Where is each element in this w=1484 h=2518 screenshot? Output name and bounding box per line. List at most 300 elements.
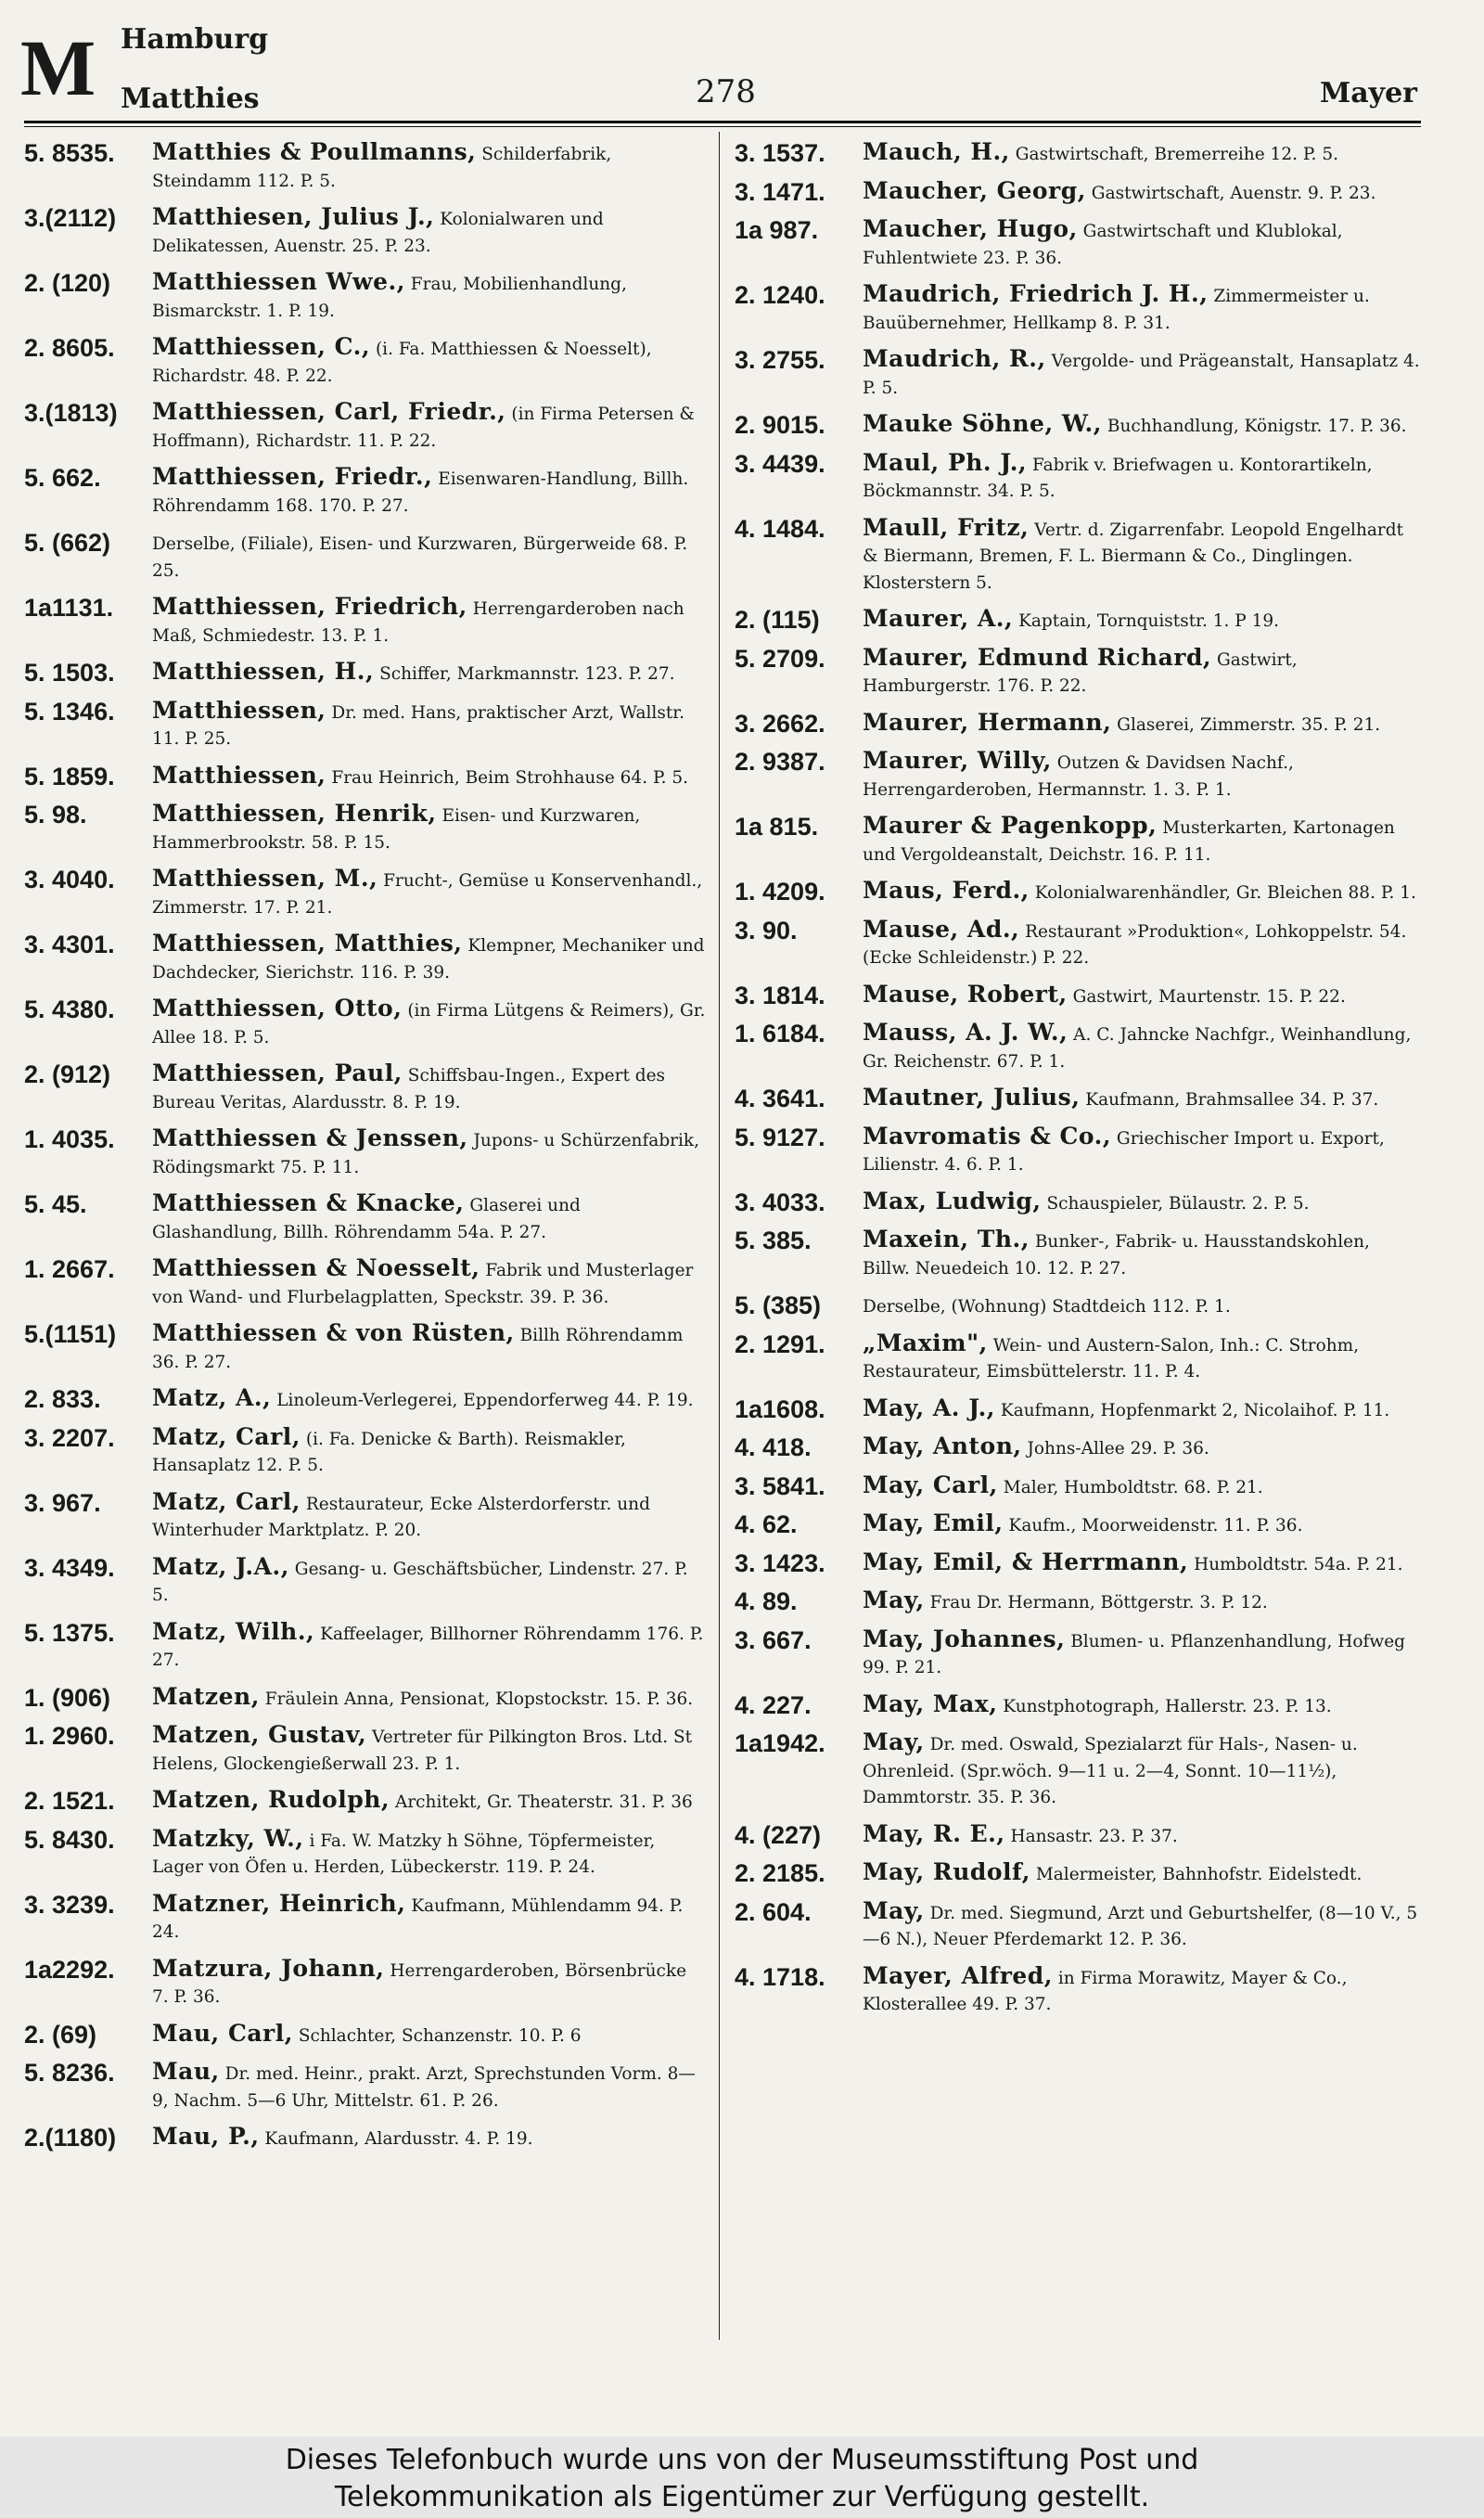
directory-entry: [24, 204, 706, 260]
entry-details: Kaufm., Moorweidenstr. 11. P. 36.: [1003, 1516, 1303, 1535]
phone-number: 3. 3239.: [24, 1890, 115, 1919]
entry-details: Wein- und Austern-Salon, Inh.: C. Strohm, Restaurateur, Eimsbüttelerstr. 11. P. 4.: [863, 1335, 1360, 1381]
entry-details: Derselbe, (Filiale), Eisen- und Kurzwaren, Bürgerweide 68. P. 25.: [152, 534, 688, 581]
entry-name: Matthiessen & Noesselt,: [152, 1254, 480, 1281]
entry-text: [152, 1554, 706, 1610]
entry-name: Maurer, Willy,: [863, 747, 1052, 774]
phone-number: 1. 4035.: [24, 1125, 115, 1153]
entry-details: Dr. med. Heinr., prakt. Arzt, Sprechstunden Vorm. 8—9, Nachm. 5—6 Uhr, Mittelstr. 61. P. 26.: [152, 2064, 696, 2111]
directory-entry: [735, 710, 1421, 739]
entry-details: Kolonialwarenhändler, Gr. Bleichen 88. P. 1.: [1029, 883, 1416, 903]
entry-details: Vertr. d. Zigarrenfabr. Leopold Engelhardt & Biermann, Bremen, F. L. Biermann & Co., Dinglingen. Klosterstern 5.: [863, 520, 1404, 593]
directory-entry: [735, 1330, 1421, 1386]
entry-details: Kaufmann, Brahmsallee 34. P. 37.: [1080, 1090, 1379, 1110]
phone-number: 2. 2185.: [735, 1859, 825, 1887]
entry-details: Dr. med. Oswald, Spezialarzt für Hals-, Nasen- u. Ohrenleid. (Spr.wöch. 9—11 u. 2—4, Sonnt. 10—11½), Dammtorstr. 35. P. 36.: [863, 1735, 1358, 1807]
entry-text: [152, 269, 706, 325]
entry-text: [152, 464, 706, 520]
entry-name: Matthiessen, Henrik,: [152, 800, 437, 827]
entry-details: Zimmermeister u. Bauübernehmer, Hellkamp 8. P. 31.: [863, 287, 1370, 333]
entry-text: [863, 1395, 1421, 1425]
entry-text: [152, 763, 706, 792]
entry-name: Matthiessen & von Rüsten,: [152, 1319, 515, 1346]
entry-text: [152, 698, 706, 753]
entry-name: Maurer, A.,: [863, 605, 1014, 632]
entry-text: [863, 346, 1421, 402]
directory-entry: [24, 763, 706, 792]
directory-entry: [24, 1060, 706, 1116]
entry-name: Matthiessen, Otto,: [152, 995, 403, 1021]
phone-number: 4. (227): [735, 1820, 822, 1849]
entry-name: May,: [863, 1896, 925, 1924]
entry-name: Mau,: [152, 2058, 220, 2085]
entry-text: [152, 866, 706, 921]
phone-number: 3.(1813): [24, 399, 118, 427]
entry-details: Schauspieler, Bülaustr. 2. P. 5.: [1041, 1193, 1310, 1214]
phone-number: 5. 45.: [24, 1190, 87, 1218]
entry-text: [863, 1020, 1421, 1075]
directory-entry: [735, 645, 1421, 700]
directory-entry: [24, 1722, 706, 1778]
entry-text: [863, 178, 1421, 208]
directory-entry: [735, 1188, 1421, 1218]
entry-name: May, Anton,: [863, 1432, 1022, 1459]
directory-entry: [735, 1729, 1421, 1812]
first-entry-name: Matthies: [121, 83, 260, 115]
phone-number: 3. 2755.: [735, 346, 825, 374]
directory-entry: [24, 996, 706, 1051]
phone-number: 5. 1859.: [24, 762, 115, 790]
entry-details: Kaufmann, Mühlendamm 94. P. 24.: [152, 1895, 684, 1942]
entry-details: i Fa. W. Matzky h Söhne, Töpfermeister, Lager von Öfen u. Herden, Lübeckerstr. 119. P. 24.: [152, 1831, 656, 1877]
directory-entry: [24, 1619, 706, 1675]
phone-number: 3.(2112): [24, 204, 117, 232]
entry-text: [152, 1190, 706, 1246]
phone-number: 1a1942.: [735, 1729, 825, 1757]
entry-name: May, Max,: [863, 1689, 998, 1717]
entry-text: [863, 281, 1421, 337]
phone-number: 3. 967.: [24, 1488, 101, 1517]
entry-name: Maurer, Hermann,: [863, 708, 1112, 736]
entry-details: Schiffer, Markmannstr. 123. P. 27.: [374, 664, 675, 684]
entry-text: [863, 645, 1421, 700]
directory-entry: [735, 1395, 1421, 1425]
entry-name: May, A. J.,: [863, 1394, 996, 1421]
phone-number: 5. 9127.: [735, 1123, 825, 1151]
entry-name: May, Carl,: [863, 1471, 998, 1498]
directory-entry: [24, 1125, 706, 1181]
phone-number: 3. 1471.: [735, 177, 825, 206]
entry-details: Johns-Allee 29. P. 36.: [1021, 1439, 1209, 1458]
entry-details: Schlachter, Schanzenstr. 10. P. 6: [292, 2025, 582, 2046]
entry-details: Gastwirt, Maurtenstr. 15. P. 22.: [1067, 986, 1346, 1007]
entry-text: [863, 710, 1421, 739]
entry-name: Maucher, Hugo,: [863, 215, 1078, 242]
entry-name: Matzen, Rudolph,: [152, 1786, 390, 1813]
entry-details: Frau Dr. Hermann, Böttgerstr. 3. P. 12.: [924, 1593, 1268, 1612]
entry-text: [863, 411, 1421, 441]
directory-entry: [735, 178, 1421, 208]
header-rule-thick: [24, 121, 1421, 123]
entry-details: Gastwirt, Hamburgerstr. 176. P. 22.: [863, 649, 1298, 696]
directory-entry: [24, 1684, 706, 1714]
phone-number: 5. 8236.: [24, 2059, 115, 2087]
entry-name: „Maxim",: [863, 1329, 988, 1356]
phone-number: 1a1131.: [24, 594, 114, 622]
entry-name: Matthiessen, Paul,: [152, 1060, 403, 1086]
entry-details: Gastwirtschaft und Klublokal, Fuhlentwiete 23. P. 36.: [863, 222, 1343, 268]
entry-name: May,: [863, 1728, 925, 1755]
directory-entry: [24, 1891, 706, 1946]
directory-entry: [24, 464, 706, 520]
entry-text: [863, 878, 1421, 907]
entry-details: Billh Röhrendamm 36. P. 27.: [152, 1326, 684, 1372]
entry-text: [152, 1385, 706, 1415]
entry-text: [863, 1188, 1421, 1218]
entry-name: Mau, Carl,: [152, 2019, 293, 2047]
entry-name: Matthiessen, Friedr.,: [152, 463, 433, 490]
entry-details: A. C. Jahncke Nachfgr., Weinhandlung, Gr. Reichenstr. 67. P. 1.: [863, 1025, 1412, 1072]
entry-name: Matthiessen Wwe.,: [152, 268, 405, 295]
directory-entry: [24, 529, 706, 585]
phone-number: 4. 227.: [735, 1690, 812, 1719]
phone-number: 1a 987.: [735, 216, 819, 244]
entry-text: [863, 450, 1421, 506]
entry-details: Kunstphotograph, Hallerstr. 23. P. 13.: [997, 1696, 1332, 1716]
directory-entry: [735, 1821, 1421, 1851]
directory-entry: [24, 659, 706, 688]
entry-text: [152, 1787, 706, 1817]
phone-number: 4. 1718.: [735, 1962, 825, 1991]
entry-name: Mautner, Julius,: [863, 1084, 1081, 1111]
footer-notice: [0, 2436, 1484, 2518]
entry-text: [152, 139, 706, 195]
directory-entry: [24, 1190, 706, 1246]
last-entry-name: Mayer: [1320, 77, 1417, 109]
entry-name: Maul, Ph. J.,: [863, 448, 1028, 476]
directory-entry: [735, 346, 1421, 402]
directory-entry: [24, 801, 706, 856]
entry-text: [152, 801, 706, 856]
entry-text: [863, 1549, 1421, 1579]
phone-number: 3. 4349.: [24, 1553, 115, 1582]
entry-details: (i. Fa. Denicke & Barth). Reismakler, Hansaplatz 12. P. 5.: [152, 1429, 626, 1475]
phone-number: 2. 604.: [735, 1897, 812, 1926]
phone-number: 2. (120): [24, 269, 111, 297]
entry-name: Matz, Wilh.,: [152, 1617, 315, 1645]
entry-name: Matz, A.,: [152, 1384, 272, 1411]
phone-number: 5. 2709.: [735, 644, 825, 673]
directory-entry: [24, 139, 706, 195]
directory-entry: [24, 1826, 706, 1882]
page-number: 278: [696, 73, 756, 110]
entry-details: Glaserei und Glashandlung, Billh. Röhrendamm 54a. P. 27.: [152, 1196, 581, 1242]
directory-entry: [735, 1291, 1421, 1321]
phone-number: 1. 6184.: [735, 1020, 825, 1047]
phone-number: 5. 8430.: [24, 1825, 115, 1854]
entry-text: [863, 917, 1421, 972]
entry-details: Restaurant »Produktion«, Lohkoppelstr. 54. (Ecke Schleidenstr.) P. 22.: [863, 921, 1407, 968]
entry-details: Linoleum-Verlegerei, Eppendorferweg 44. P. 19.: [271, 1391, 694, 1410]
entry-details: Architekt, Gr. Theaterstr. 31. P. 36: [390, 1792, 693, 1812]
entry-details: Gesang- u. Geschäftsbücher, Lindenstr. 27. P. 5.: [152, 1559, 688, 1605]
header-rule-thin: [24, 126, 1421, 127]
entry-name: Matthiessen, Carl, Friedr.,: [152, 398, 506, 425]
directory-entry: [24, 1255, 706, 1311]
entry-details: Fabrik und Musterlager von Wand- und Flurbelagplatten, Speckstr. 39. P. 36.: [152, 1261, 694, 1307]
directory-entry: [735, 878, 1421, 907]
entry-name: Maucher, Georg,: [863, 176, 1086, 204]
phone-number: 2. 1240.: [735, 281, 825, 309]
entry-text: [863, 1729, 1421, 1812]
entry-name: Mau, P.,: [152, 2123, 260, 2150]
directory-entry: [735, 1549, 1421, 1579]
entry-text: [152, 2124, 706, 2153]
entry-text: [863, 1821, 1421, 1851]
entry-text: [863, 1330, 1421, 1386]
phone-number: 5. 4380.: [24, 996, 115, 1023]
entry-details: Kaptain, Tornquiststr. 1. P 19.: [1013, 611, 1280, 631]
entry-details: Herrengarderoben nach Maß, Schmiedestr. 13. P. 1.: [152, 599, 684, 646]
phone-number: 4. 1484.: [735, 514, 825, 543]
entry-text: [152, 1489, 706, 1545]
entry-details: Humboldtstr. 54a. P. 21.: [1188, 1554, 1403, 1574]
directory-entry: [735, 1472, 1421, 1502]
entry-name: Matthiessen & Jenssen,: [152, 1124, 468, 1151]
phone-number: 4. 89.: [735, 1587, 798, 1615]
directory-entry: [24, 2021, 706, 2050]
entry-details: (in Firma Petersen & Hoffmann), Richardstr. 11. P. 22.: [152, 405, 695, 451]
directory-entry: [24, 1787, 706, 1817]
entry-text: [863, 1227, 1421, 1282]
entry-text: [152, 1956, 706, 2011]
directory-entry: [735, 1963, 1421, 2019]
footer-line-2: Telekommunikation als Eigentümer zur Verfügung gestellt.: [334, 2481, 1150, 2513]
entry-name: Matzura, Johann,: [152, 1954, 385, 1982]
entry-name: May, Emil,: [863, 1510, 1004, 1536]
entry-name: Mayer, Alfred,: [863, 1961, 1053, 1989]
entry-name: Matz, Carl,: [152, 1422, 301, 1450]
directory-entry: [735, 1626, 1421, 1682]
entry-details: Dr. med. Siegmund, Arzt und Geburtshelfer, (8—10 V., 5—6 N.), Neuer Pferdemarkt 12. P. 36.: [863, 1903, 1418, 1949]
phone-number: 3. 4040.: [24, 866, 115, 893]
phone-number: 2. 8605.: [24, 334, 115, 362]
phone-number: 5. (662): [24, 529, 111, 557]
entry-details: Buchhandlung, Königstr. 17. P. 36.: [1101, 417, 1407, 436]
entry-name: Matzky, W.,: [152, 1824, 304, 1852]
entry-name: Mauch, H.,: [863, 138, 1010, 165]
phone-number: 5. 1375.: [24, 1618, 115, 1647]
phone-number: 3. 667.: [735, 1625, 812, 1654]
entry-details: Kaffeelager, Billhorner Röhrendamm 176. P. 27.: [152, 1624, 704, 1670]
directory-entry: [735, 982, 1421, 1011]
directory-entry: [24, 1424, 706, 1480]
phone-number: 2. 1291.: [735, 1330, 825, 1358]
entry-name: Matthiessen,: [152, 761, 326, 789]
entry-text: [152, 659, 706, 688]
phone-number: 1. (906): [24, 1683, 111, 1712]
entry-text: [152, 1125, 706, 1181]
phone-number: 4. 62.: [735, 1510, 798, 1538]
directory-entry: [24, 1489, 706, 1545]
phone-number: 5.(1151): [24, 1320, 117, 1348]
phone-number: 3. 4439.: [735, 449, 825, 478]
phone-number: 1a2292.: [24, 1955, 115, 1984]
directory-entry: [24, 1956, 706, 2011]
entry-name: May,: [863, 1587, 925, 1613]
phone-number: 3. 5841.: [735, 1471, 825, 1500]
entry-text: [152, 594, 706, 649]
phone-number: 3. 90.: [735, 916, 798, 944]
directory-entry: [735, 1020, 1421, 1075]
entry-text: [152, 1320, 706, 1376]
phone-number: 5. 98.: [24, 801, 87, 829]
entry-name: Matthiessen & Knacke,: [152, 1189, 465, 1216]
entry-details: Frucht-, Gemüse u Konservenhandl., Zimmerstr. 17. P. 21.: [152, 871, 703, 918]
entry-text: [152, 1684, 706, 1714]
entry-details: Restaurateur, Ecke Alsterdorferstr. und Winterhuder Marktplatz. P. 20.: [152, 1494, 650, 1540]
phone-number: 3. 1537.: [735, 139, 825, 167]
directory-entry: [735, 515, 1421, 597]
entry-text: [863, 1124, 1421, 1179]
entry-text: [863, 1859, 1421, 1889]
directory-entry: [735, 1433, 1421, 1463]
entry-text: [152, 1255, 706, 1311]
directory-entry: [735, 1227, 1421, 1282]
directory-entry: [735, 917, 1421, 972]
entry-details: Frau, Mobilienhandlung, Bismarckstr. 1. P. 19.: [152, 275, 627, 321]
entry-details: Fabrik v. Briefwagen u. Kontorartikeln, Böckmannstr. 34. P. 5.: [863, 455, 1373, 501]
entry-name: Matz, J.A.,: [152, 1552, 289, 1580]
entry-text: [863, 216, 1421, 272]
entry-text: [152, 1619, 706, 1675]
directory-entry: [24, 931, 706, 986]
entry-text: [152, 931, 706, 986]
entry-name: May, Rudolf,: [863, 1858, 1030, 1885]
entry-name: Maus, Ferd.,: [863, 877, 1030, 904]
entry-details: Musterkarten, Kartonagen und Vergoldeanstalt, Deichstr. 16. P. 11.: [863, 818, 1395, 865]
entry-text: [152, 1424, 706, 1480]
directory-entry: [24, 2059, 706, 2114]
directory-entry: [735, 281, 1421, 337]
phone-number: 5. 8535.: [24, 139, 115, 167]
entry-name: Matz, Carl,: [152, 1487, 301, 1515]
entry-details: Jupons- u Schürzenfabrik, Rödingsmarkt 75. P. 11.: [152, 1131, 700, 1177]
entry-text: [863, 606, 1421, 636]
entry-text: [152, 2021, 706, 2050]
section-letter: M: [20, 23, 96, 112]
directory-entry: [735, 450, 1421, 506]
entry-details: Dr. med. Hans, praktischer Arzt, Wallstr. 11. P. 25.: [152, 702, 684, 749]
entry-details: Kolonialwaren und Delikatessen, Auenstr. 25. P. 23.: [152, 210, 604, 256]
phone-number: 2.(1180): [24, 2124, 117, 2152]
entry-text: [152, 1826, 706, 1882]
directory-entry: [24, 1320, 706, 1376]
directory-entry: [24, 334, 706, 390]
directory-entry: [735, 411, 1421, 441]
phone-number: 2. (69): [24, 2020, 97, 2049]
directory-entry: [735, 139, 1421, 169]
entry-details: Herrengarderoben, Börsenbrücke 7. P. 36.: [152, 1960, 687, 2007]
directory-entry: [735, 606, 1421, 636]
entry-details: Gastwirtschaft, Auenstr. 9. P. 23.: [1085, 183, 1376, 203]
entry-name: Matthiessen, M.,: [152, 865, 378, 892]
phone-number: 2. 9015.: [735, 411, 825, 439]
directory-entry: [735, 1587, 1421, 1617]
entry-text: [863, 1626, 1421, 1682]
entry-details: Glaserei, Zimmerstr. 35. P. 21.: [1111, 714, 1381, 735]
entry-details: Malermeister, Bahnhofstr. Eidelstedt.: [1030, 1865, 1362, 1884]
directory-entry: [24, 399, 706, 455]
phone-number: 1. 4209.: [735, 878, 825, 906]
directory-entry: [735, 1859, 1421, 1889]
phone-number: 3. 4033.: [735, 1188, 825, 1216]
entry-text: [863, 1691, 1421, 1721]
entry-details: Kaufmann, Hopfenmarkt 2, Nicolaihof. P. 11.: [995, 1400, 1390, 1420]
entry-name: Maull, Fritz,: [863, 513, 1030, 541]
directory-entry: [24, 1385, 706, 1415]
entry-details: Fräulein Anna, Pensionat, Klopstockstr. 15. P. 36.: [259, 1689, 694, 1709]
entry-name: May, Johannes,: [863, 1625, 1066, 1652]
entry-text: [863, 139, 1421, 169]
entry-details: Vertreter für Pilkington Bros. Ltd. St Helens, Glockengießerwall 23. P. 1.: [152, 1728, 693, 1774]
entry-details: Griechischer Import u. Export, Lilienstr. 4. 6. P. 1.: [863, 1128, 1385, 1175]
phone-number: 2. (115): [735, 606, 820, 634]
entry-text: [152, 334, 706, 390]
phone-number: 3. 2207.: [24, 1423, 115, 1452]
entry-name: Maudrich, R.,: [863, 345, 1046, 372]
entry-name: Matthies & Poullmanns,: [152, 138, 477, 165]
entry-text: [863, 1587, 1421, 1617]
entry-details: Bunker-, Fabrik- u. Hausstandskohlen, Billw. Neuedeich 10. 12. P. 27.: [863, 1232, 1370, 1278]
entry-details: Hansastr. 23. P. 37.: [1004, 1826, 1178, 1846]
left-column: [24, 139, 706, 2163]
entry-text: [863, 1898, 1421, 1954]
phone-number: 2. 833.: [24, 1385, 101, 1413]
entry-name: Matthiesen, Julius J.,: [152, 203, 435, 230]
entry-text: [863, 515, 1421, 597]
entry-name: Mauss, A. J. W.,: [863, 1019, 1068, 1046]
entry-text: [863, 1472, 1421, 1502]
entry-text: [152, 1722, 706, 1778]
directory-entry: [24, 594, 706, 649]
phone-number: 3. 1814.: [735, 981, 825, 1009]
entry-name: Maudrich, Friedrich J. H.,: [863, 280, 1209, 307]
entry-name: Max, Ludwig,: [863, 1187, 1042, 1214]
phone-number: 1. 2960.: [24, 1722, 115, 1750]
entry-details: Eisenwaren-Handlung, Billh. Röhrendamm 168. 170. P. 27.: [152, 469, 689, 516]
entry-text: [863, 813, 1421, 868]
entry-name: May, Emil, & Herrmann,: [863, 1548, 1189, 1575]
directory-entry: [735, 216, 1421, 272]
entry-text: [152, 1060, 706, 1116]
phone-number: 5. 662.: [24, 464, 101, 492]
column-divider: [719, 132, 720, 2340]
entry-details: Maler, Humboldtstr. 68. P. 21.: [997, 1477, 1263, 1497]
entry-details: Gastwirtschaft, Bremerreihe 12. P. 5.: [1009, 145, 1338, 164]
entry-text: [152, 2059, 706, 2114]
entry-name: Maxein, Th.,: [863, 1226, 1030, 1253]
phone-number: 5. 1346.: [24, 697, 115, 726]
directory-entry: [735, 1510, 1421, 1540]
directory-entry: [24, 2124, 706, 2153]
footer-line-1: Dieses Telefonbuch wurde uns von der Museumsstiftung Post und: [285, 2444, 1199, 2476]
directory-entry: [735, 813, 1421, 868]
entry-details: Outzen & Davidsen Nachf., Herrengarderoben, Hermannstr. 1. 3. P. 1.: [863, 753, 1294, 800]
phone-number: 5. 385.: [735, 1227, 812, 1254]
city-name: Hamburg: [121, 23, 269, 56]
directory-entry: [735, 1691, 1421, 1721]
